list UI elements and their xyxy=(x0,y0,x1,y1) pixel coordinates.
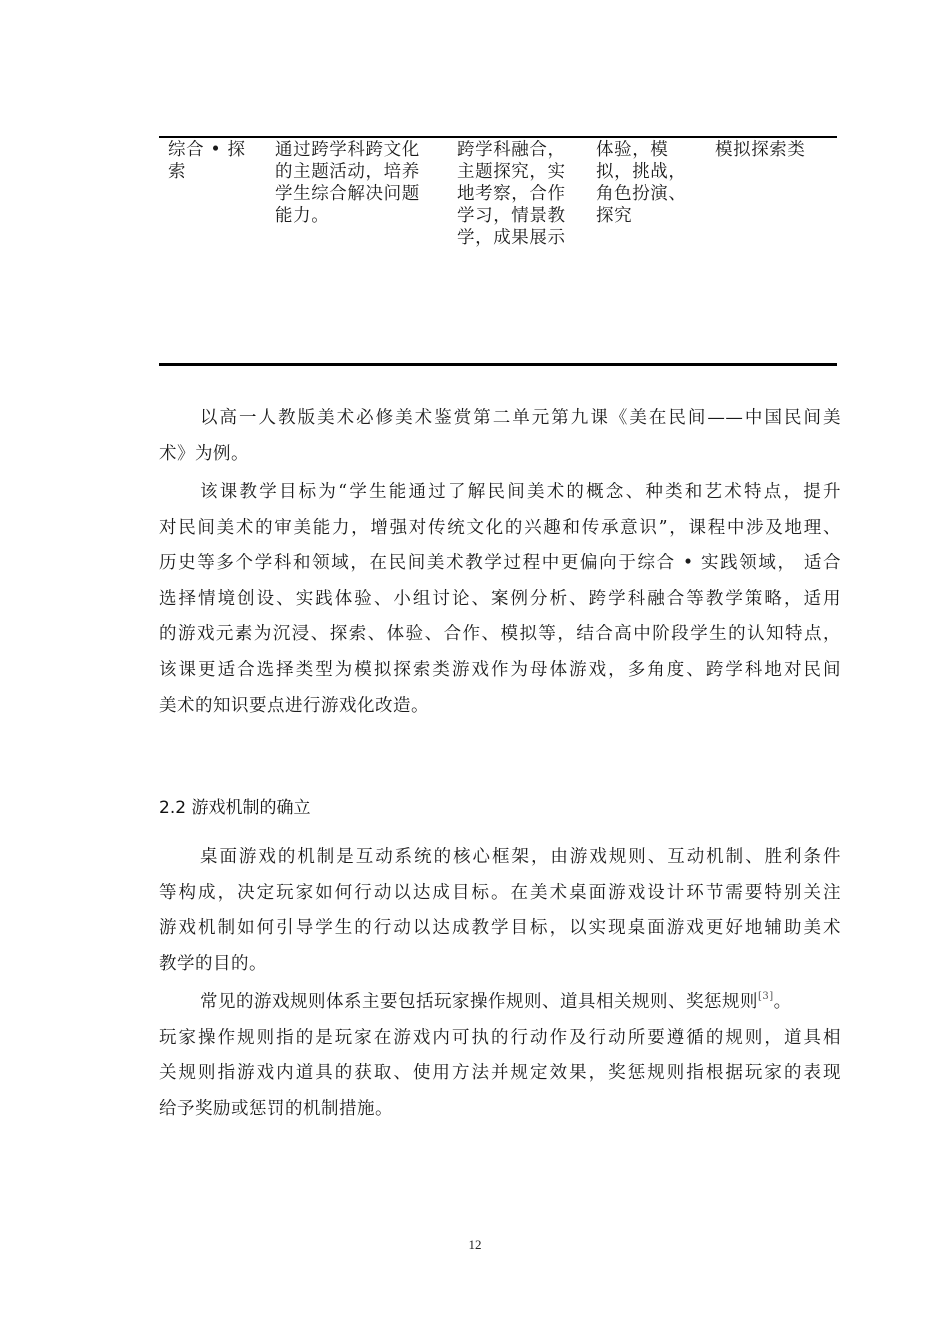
paragraph-game-mechanism xyxy=(159,840,841,982)
text-line: 美术的知识要点进行游戏化改造。 xyxy=(159,695,429,716)
paragraph-teaching-goal xyxy=(159,475,841,724)
text-line: 该课更适合选择类型为模拟探索类游戏作为母体游戏，多角度、跨学科地对民间 xyxy=(159,659,841,680)
page-number: 12 xyxy=(468,1237,482,1252)
table-row xyxy=(159,139,837,359)
text-line: 玩家操作规则指的是玩家在游戏内可执的行动作及行动所要遵循的规则，道具相 xyxy=(159,1027,841,1048)
text-line: 该课教学目标为“学生能通过了解民间美术的概念、种类和艺术特点，提升 xyxy=(200,482,841,502)
text-line: 等构成，决定玩家如何行动以达成目标。在美术桌面游戏设计环节需要特别关注 xyxy=(159,882,841,903)
citation-reference: [3] xyxy=(758,991,774,1002)
text-line: 的游戏元素为沉浸、探索、体验、合作、模拟等，结合高中阶段学生的认知特点， xyxy=(159,624,841,645)
text-line: 桌面游戏的机制是互动系统的核心框架，由游戏规则、互动机制、胜利条件 xyxy=(200,847,841,867)
text-line: 对民间美术的审美能力，增强对传统文化的兴趣和传承意识”，课程中涉及地理、 xyxy=(159,517,841,538)
cell-game-type: 模拟探索类 xyxy=(715,140,806,160)
cell-teaching-strategies: 跨学科融合， 主题探究，实 地考察，合作 学习，情景教 学，成果展示 xyxy=(457,140,566,248)
text-line: 选择情境创设、实践体验、小组讨论、案例分析、跨学科融合等教学策略，适用 xyxy=(159,588,841,609)
cell-game-elements: 体验，模 拟，挑战， 角色扮演、 探究 xyxy=(596,140,687,226)
table-top-rule xyxy=(159,136,837,138)
paragraph-example-lesson xyxy=(159,401,841,472)
text-line: 历史等多个学科和领域，在民间美术教学过程中更偏向于综合 • 实践领域， 适合 xyxy=(159,553,841,574)
text-line: 术》为例。 xyxy=(159,443,249,464)
text-line: 教学的目的。 xyxy=(159,953,267,974)
section-heading: 2.2 游戏机制的确立 xyxy=(159,798,311,818)
text-line: 游戏机制如何引导学生的行动以达成教学目标，以实现桌面游戏更好地辅助美术 xyxy=(159,918,841,939)
cell-domain-type: 综合 • 探 索 xyxy=(168,140,246,182)
paragraph-game-rules xyxy=(159,985,841,1127)
text-line: 以高一人教版美术必修美术鉴赏第二单元第九课《美在民间——中国民间美 xyxy=(200,408,841,428)
text-segment: 。 xyxy=(773,992,792,1012)
text-line: 关规则指游戏内道具的获取、使用方法并规定效果，奖惩规则指根据玩家的表现 xyxy=(159,1063,841,1084)
cell-description: 通过跨学科跨文化 的主题活动，培养 学生综合解决问题 能力。 xyxy=(275,140,420,226)
table-bottom-rule xyxy=(159,363,837,366)
text-line: 给予奖励或惩罚的机制措施。 xyxy=(159,1098,393,1119)
text-segment: 常见的游戏规则体系主要包括玩家操作规则、道具相关规则、奖惩规则 xyxy=(200,992,758,1012)
text-line xyxy=(159,985,841,1021)
